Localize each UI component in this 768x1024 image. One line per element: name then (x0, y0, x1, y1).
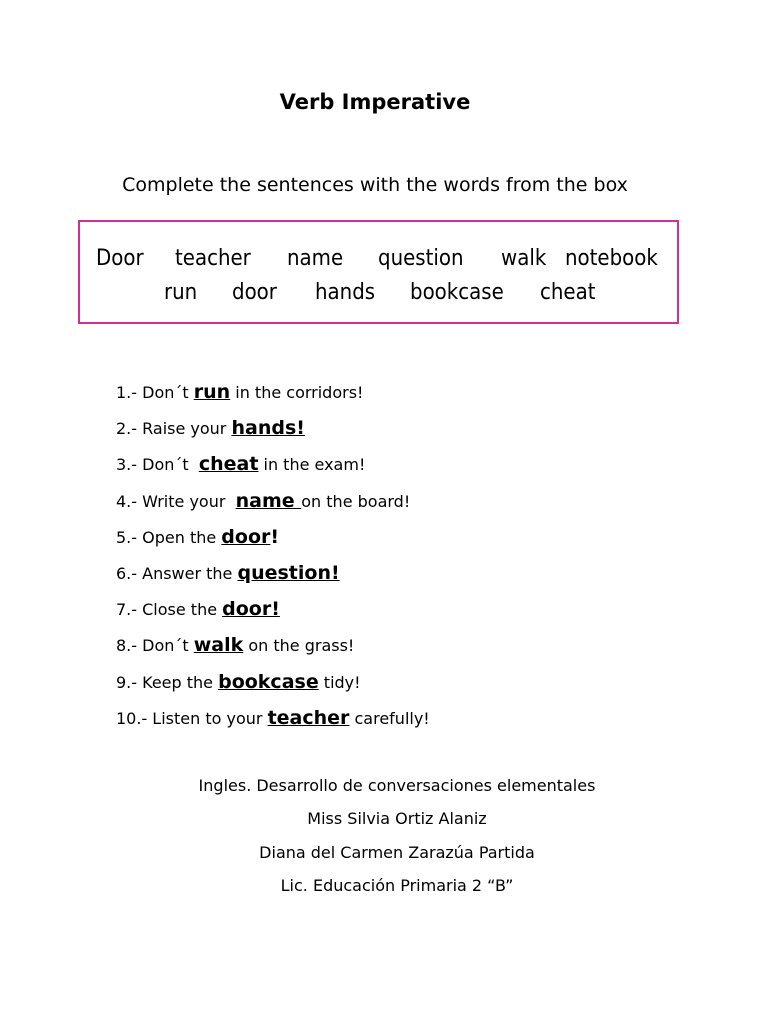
sentence-item (116, 595, 430, 631)
sentence-answer: bookcase (218, 670, 319, 693)
footer-student: Diana del Carmen Zarazúa Partida (259, 842, 535, 862)
sentence-text: 8.- Don´t (116, 636, 194, 656)
word-box-word: door (232, 280, 277, 305)
sentence-item (116, 450, 430, 486)
sentence-answer: door (221, 525, 271, 548)
sentence-text: 1.- Don´t (116, 383, 194, 402)
sentence-item (116, 631, 430, 667)
sentence-answer: teacher (267, 706, 350, 729)
sentence-text: 4.- Write your (116, 491, 236, 511)
sentence-text: carefully! (349, 708, 430, 728)
word-box-word: run (164, 280, 198, 305)
sentence-text: 6.- Answer the (116, 563, 238, 583)
sentence-answer: name (235, 489, 302, 512)
sentence-item (116, 414, 430, 450)
sentence-answer: hands! (231, 417, 305, 440)
word-box-word: walk (501, 246, 547, 271)
sentence-item (116, 704, 430, 740)
sentence-item (116, 559, 430, 595)
footer-teacher: Miss Silvia Ortiz Alaniz (307, 809, 487, 829)
footer (0, 772, 768, 905)
sentence-answer: door! (222, 598, 280, 621)
sentence-text: in the exam! (258, 455, 366, 475)
footer-course: Ingles. Desarrollo de conversaciones elementales (198, 776, 596, 795)
sentence-text: 7.- Close the (116, 600, 223, 620)
word-box-word: hands (315, 280, 376, 305)
word-box-word: name (287, 246, 344, 271)
sentence-item (116, 523, 430, 559)
word-box-word: cheat (540, 280, 596, 305)
sentence-text: ! (270, 525, 280, 548)
word-box-word: question (378, 246, 464, 271)
instruction-text: Complete the sentences with the words from the box (122, 174, 628, 196)
word-box-word: bookcase (410, 280, 504, 305)
sentence-answer: question! (237, 561, 340, 584)
sentence-text: 3.- Don´t (116, 455, 199, 475)
page-title: Verb Imperative (279, 90, 471, 114)
sentence-list (116, 378, 430, 740)
sentence-text: 2.- Raise your (116, 419, 232, 439)
sentence-answer: run (193, 381, 231, 403)
sentence-text: 10.- Listen to your (116, 708, 268, 728)
word-box-word: teacher (175, 246, 251, 271)
sentence-answer: cheat (198, 453, 259, 476)
sentence-item (116, 378, 430, 414)
sentence-text: on the board! (301, 491, 411, 511)
sentence-text: 5.- Open the (116, 527, 222, 547)
word-box-word: Door (96, 246, 144, 271)
sentence-answer: walk (193, 634, 244, 657)
sentence-text: on the grass! (243, 636, 355, 656)
word-box (78, 220, 679, 324)
sentence-text: in the corridors! (230, 383, 364, 402)
sentence-item (116, 668, 430, 704)
footer-program: Lic. Educación Primaria 2 “B” (280, 875, 514, 895)
sentence-item (116, 487, 430, 523)
sentence-text: tidy! (318, 672, 361, 692)
word-box-word: notebook (565, 246, 658, 271)
sentence-text: 9.- Keep the (116, 672, 219, 692)
